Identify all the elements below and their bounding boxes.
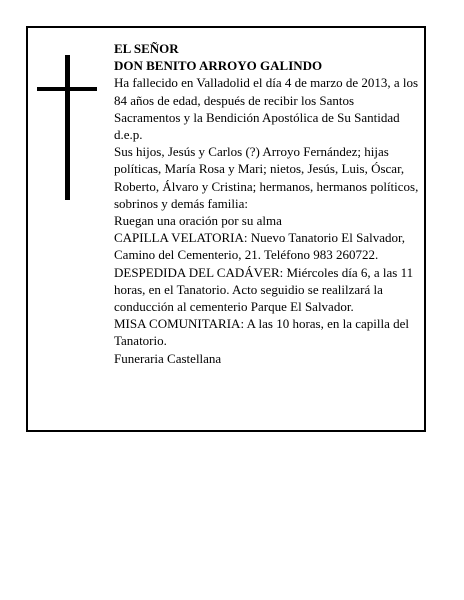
family-members: Sus hijos, Jesús y Carlos (?) Arroyo Fernández; hijas políticas, María Rosa y Mari; nietos, Jesús, Luis, Óscar, Roberto, Álvaro y Cristina; hermanos, hermanos políticos, sobrinos y demás familia: <box>114 144 419 211</box>
deceased-name: DON BENITO ARROYO GALINDO <box>114 58 323 74</box>
cross-horizontal-bar <box>37 87 97 91</box>
notice-body <box>114 40 420 367</box>
community-mass-info: MISA COMUNITARIA: A las 10 horas, en la capilla del Tanatorio. <box>114 316 410 349</box>
cross-icon <box>37 55 97 200</box>
notice-title-line1: EL SEÑOR <box>114 41 179 56</box>
funeral-home-name: Funeraria Castellana <box>114 350 222 366</box>
death-announcement: Ha fallecido en Valladolid el día 4 de marzo de 2013, a los 84 años de edad, después de recibir los Santos Sacramentos y la Bendición Apostólica de Su Santidad d.e.p. <box>114 75 419 143</box>
prayer-request: Ruegan una oración por su alma <box>114 213 282 229</box>
cross-vertical-bar <box>65 55 70 200</box>
obituary-notice <box>26 26 426 432</box>
wake-chapel-info: CAPILLA VELATORIA: Nuevo Tanatorio El Salvador, Camino del Cementerio, 21. Teléfono 983 260722. <box>114 230 406 263</box>
funeral-farewell-info: DESPEDIDA DEL CADÁVER: Miércoles día 6, a las 11 horas, en el Tanatorio. Acto seguidio se realilzará la conducción al cementerio Parque El Salvador. <box>114 264 414 315</box>
